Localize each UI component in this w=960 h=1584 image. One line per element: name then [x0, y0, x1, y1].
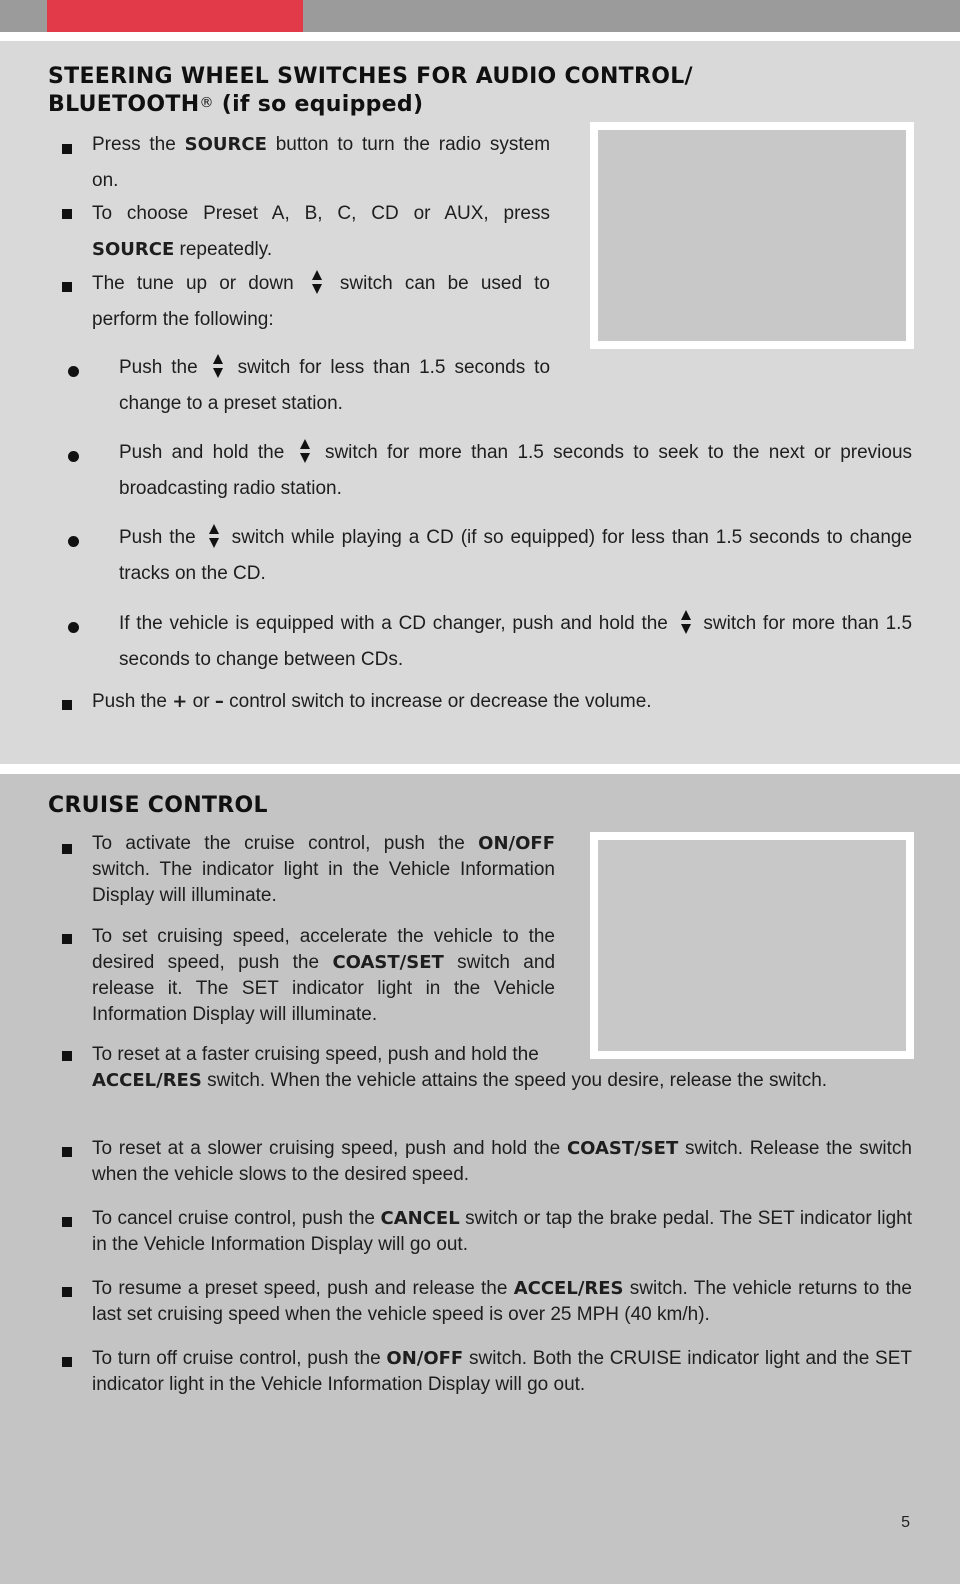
reset-faster-lead: To reset at a faster cruising speed, push and hold the — [92, 1044, 539, 1065]
bullet-icon — [62, 144, 72, 154]
bullet-icon — [62, 1217, 72, 1227]
cruise-activate: To activate the cruise control, push the ON/OFF switch. The indicator light in the Vehicle Information Display will illuminate. — [92, 833, 556, 906]
coast-set-key: COAST/SET — [566, 1138, 679, 1159]
tune-up-down-icon — [207, 353, 229, 379]
top-separator — [0, 32, 960, 41]
bullet-volume: Push the + or – control switch to increase or decrease the volume. — [92, 691, 652, 712]
cruise-control-image — [590, 832, 914, 1059]
source-key: SOURCE — [184, 134, 267, 155]
registered-mark: ® — [199, 95, 214, 111]
section-title-audio: STEERING WHEEL SWITCHES FOR AUDIO CONTROL/ BLUETOOTH® (if so equipped) — [48, 64, 693, 117]
minus-key: – — [214, 691, 224, 712]
section-divider — [0, 764, 960, 774]
cruise-cancel: To cancel cruise control, push the CANCEL switch or tap the brake pedal. The SET indicator light in the Vehicle Information Display will go out. — [92, 1208, 912, 1255]
sub-bullet-icon — [68, 622, 79, 633]
bullet-icon — [62, 1357, 72, 1367]
cruise-reset-slower: To reset at a slower cruising speed, push and hold the COAST/SET switch. Release the switch when the vehicle slows to the desired speed. — [92, 1138, 912, 1185]
section-title-cruise: CRUISE CONTROL — [48, 793, 268, 818]
on-off-key: ON/OFF — [386, 1348, 464, 1369]
page-number: 5 — [901, 1514, 910, 1531]
cruise-resume: To resume a preset speed, push and release the ACCEL/RES switch. The vehicle returns to the last set cruising speed when the vehicle speed is over 25 MPH (40 km/h). — [92, 1278, 912, 1325]
sub-bullet-icon — [68, 366, 79, 377]
bullet-icon — [62, 282, 72, 292]
sub-bullet-preset: Push the switch for less than 1.5 seconds to change to a preset station. — [119, 350, 550, 422]
on-off-key: ON/OFF — [478, 833, 556, 854]
sub-bullet-icon — [68, 536, 79, 547]
top-bar — [0, 0, 960, 32]
accel-res-key: ACCEL/RES — [92, 1070, 202, 1091]
tune-up-down-icon — [294, 438, 316, 464]
tune-up-down-icon — [203, 523, 225, 549]
bullet-icon — [62, 700, 72, 710]
bullet-source-on: Press the SOURCE button to turn the radio system on. — [92, 134, 551, 191]
bullet-icon — [62, 1147, 72, 1157]
sub-bullet-icon — [68, 451, 79, 462]
source-key: SOURCE — [92, 239, 175, 260]
steering-wheel-audio-image — [590, 122, 914, 349]
cruise-reset-faster: To reset at a faster cruising speed, push and hold the ACCEL/RES switch. When the vehicle attains the speed you desire, release the switch. — [92, 1044, 828, 1091]
sub-bullet-seek: Push and hold the switch for more than 1.5 seconds to seek to the next or previous broadcasting radio station. — [119, 435, 912, 507]
sub-bullet-cd-changer: If the vehicle is equipped with a CD changer, push and hold the switch for more than 1.5 seconds to change between CDs. — [119, 606, 912, 678]
accent-tab — [47, 0, 303, 32]
bullet-icon — [62, 1287, 72, 1297]
cruise-control-section — [0, 774, 960, 1584]
cruise-turn-off: To turn off cruise control, push the ON/OFF switch. Both the CRUISE indicator light and the SET indicator light in the Vehicle Information Display will go out. — [92, 1348, 912, 1395]
tune-up-down-icon — [306, 269, 328, 295]
coast-set-key: COAST/SET — [332, 952, 444, 973]
plus-key: + — [172, 691, 188, 712]
audio-controls-section — [0, 41, 960, 764]
bullet-icon — [62, 934, 72, 944]
bullet-source-repeat: To choose Preset A, B, C, CD or AUX, press SOURCE repeatedly. — [92, 203, 550, 260]
bullet-tune-switch: The tune up or down switch can be used to perform the following: — [92, 266, 550, 338]
bullet-icon — [62, 209, 72, 219]
cancel-key: CANCEL — [380, 1208, 460, 1229]
bullet-icon — [62, 844, 72, 854]
tune-up-down-icon — [675, 609, 697, 635]
cruise-set-speed: To set cruising speed, accelerate the vehicle to the desired speed, push the COAST/SET switch and release it. The SET indicator light in the Vehicle Information Display will illuminate. — [92, 926, 556, 1025]
accel-res-key: ACCEL/RES — [513, 1278, 624, 1299]
bullet-icon — [62, 1051, 72, 1061]
sub-bullet-cd-track: Push the switch while playing a CD (if so equipped) for less than 1.5 seconds to change tracks on the CD. — [119, 520, 912, 592]
